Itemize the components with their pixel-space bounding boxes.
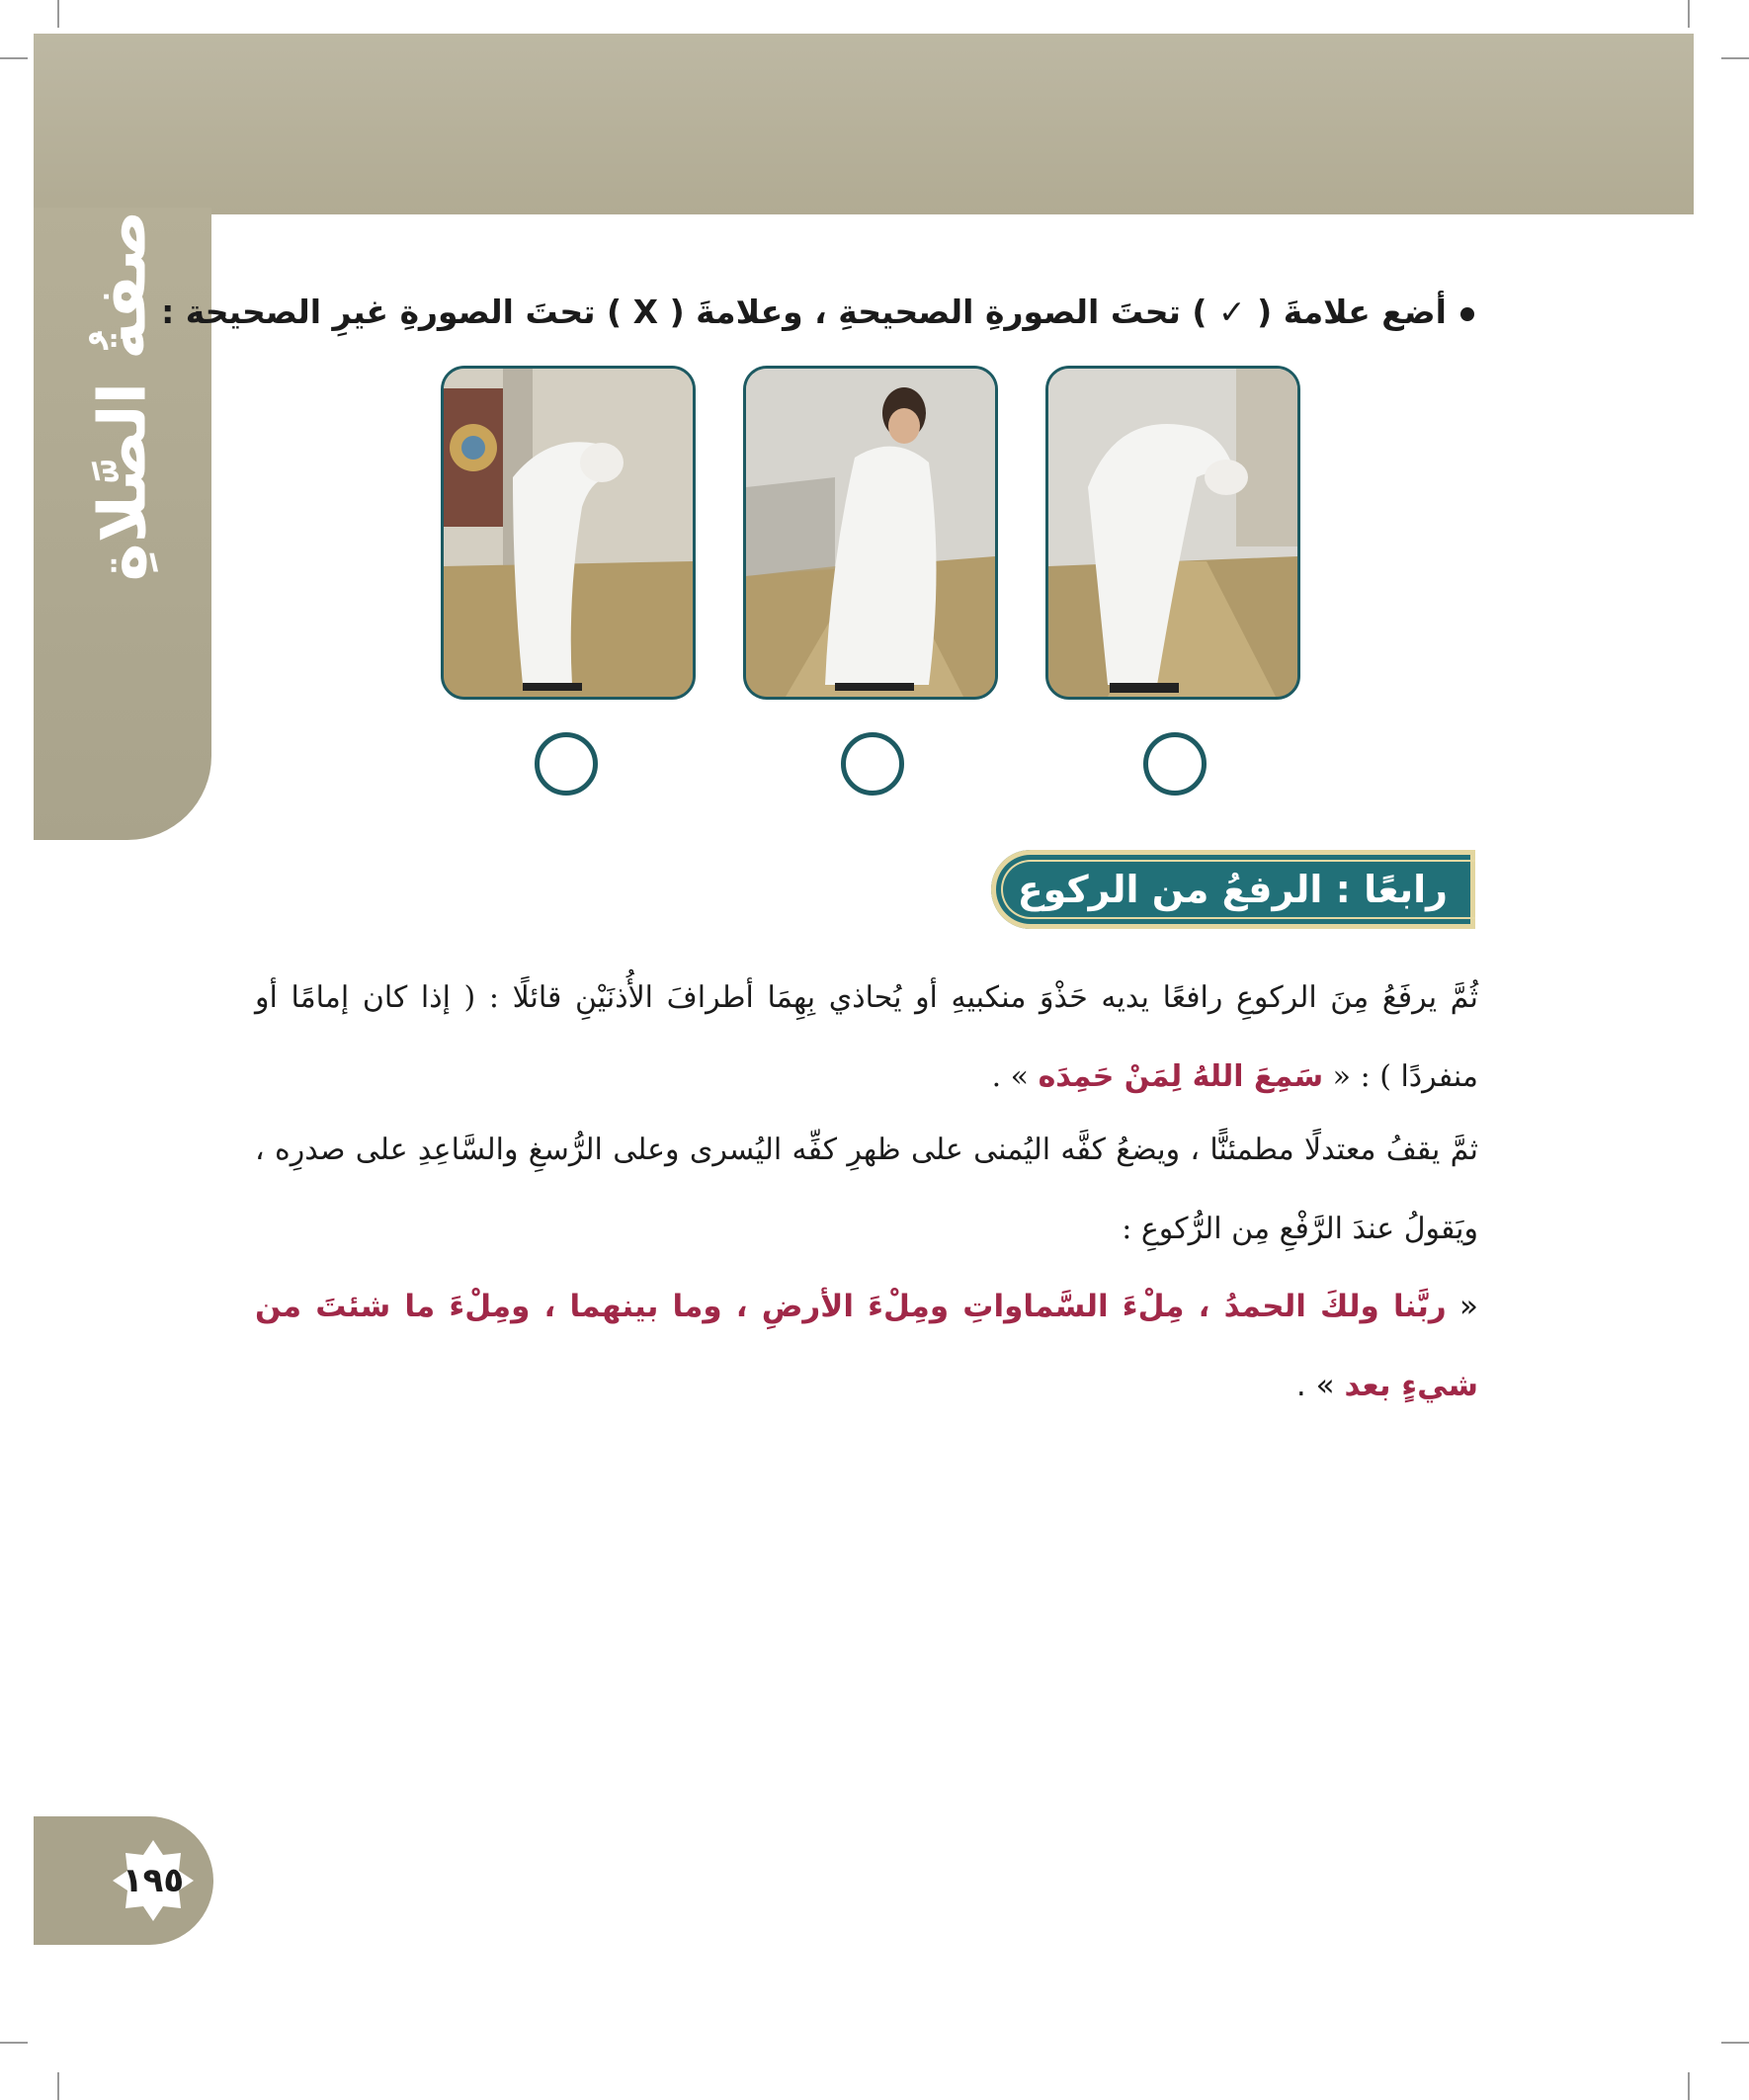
quote-open: «: [1323, 1059, 1352, 1094]
paragraph-1-quote: سَمِعَ اللهُ لِمَنْ حَمِدَه: [1038, 1059, 1324, 1094]
paragraph-1: [255, 959, 1478, 1117]
answer-circle-1[interactable]: [1143, 732, 1207, 796]
bullet-icon: [1460, 307, 1474, 321]
paragraph-3-dua: ربَّنا ولكَ الحمدُ ، مِلْءَ السَّماواتِ ومِلْءَ الأرضِ ، وما بينهما ، ومِلْءَ ما شئتَ من شيءٍ بعد: [255, 1289, 1478, 1403]
dua-close: » .: [1295, 1368, 1345, 1403]
answer-circle-2[interactable]: [841, 732, 904, 796]
crop-mark: [0, 57, 28, 59]
crop-mark: [1721, 2042, 1749, 2044]
section-heading-text: رابعًا : الرفعُ من الركوع: [1017, 868, 1448, 911]
bowing-photo-3: [441, 366, 696, 700]
bowing-photo-2: [743, 366, 998, 700]
dua-open: «: [1446, 1289, 1478, 1324]
page-number: ١٩٥: [122, 1861, 185, 1900]
crop-mark: [1721, 57, 1749, 59]
answer-circle-3[interactable]: [535, 732, 598, 796]
paragraph-3: [255, 1267, 1478, 1425]
chapter-title: [61, 198, 184, 593]
paragraph-1-text: ثُمَّ يرفَعُ مِنَ الركوعِ رافعًا يديه حَذْوَ منكبيهِ أو يُحاذي بِهِمَا أطرافَ الأُذنَيْنِ قائلًا : ( إذا كان إمامًا أو منفردًا ) :: [255, 980, 1478, 1094]
crop-mark: [57, 0, 59, 28]
crop-mark: [0, 2042, 28, 2044]
paragraph-2: ثمَّ يقفُ معتدلًا مطمئنًّا ، ويضعُ كفَّه اليُمنى على ظهرِ كفِّه اليُسرى وعلى الرُّسغِ والسَّاعِدِ على صدرِه ، ويَقولُ عندَ الرَّفْعِ مِن الرُّكوعِ :: [255, 1133, 1478, 1246]
quote-close: » .: [991, 1059, 1039, 1094]
crop-mark: [57, 2072, 59, 2100]
bowing-photo-1: [1045, 366, 1300, 700]
crop-mark: [1688, 0, 1690, 28]
person-bowing-icon: [444, 369, 693, 697]
header-band: [34, 34, 1694, 214]
chapter-title-text: صفةُ الصَّلاةِ: [84, 210, 161, 581]
person-bowing-icon: [746, 369, 995, 697]
crop-mark: [1688, 2072, 1690, 2100]
section-heading: [991, 850, 1475, 929]
exercise-instruction: [161, 283, 1474, 342]
person-bowing-icon: [1048, 369, 1297, 697]
instruction-text: أضع علامةَ ( ✓ ) تحتَ الصورةِ الصحيحةِ ، وعلامةَ ( X ) تحتَ الصورةِ غيرِ الصحيحة :: [161, 293, 1447, 331]
